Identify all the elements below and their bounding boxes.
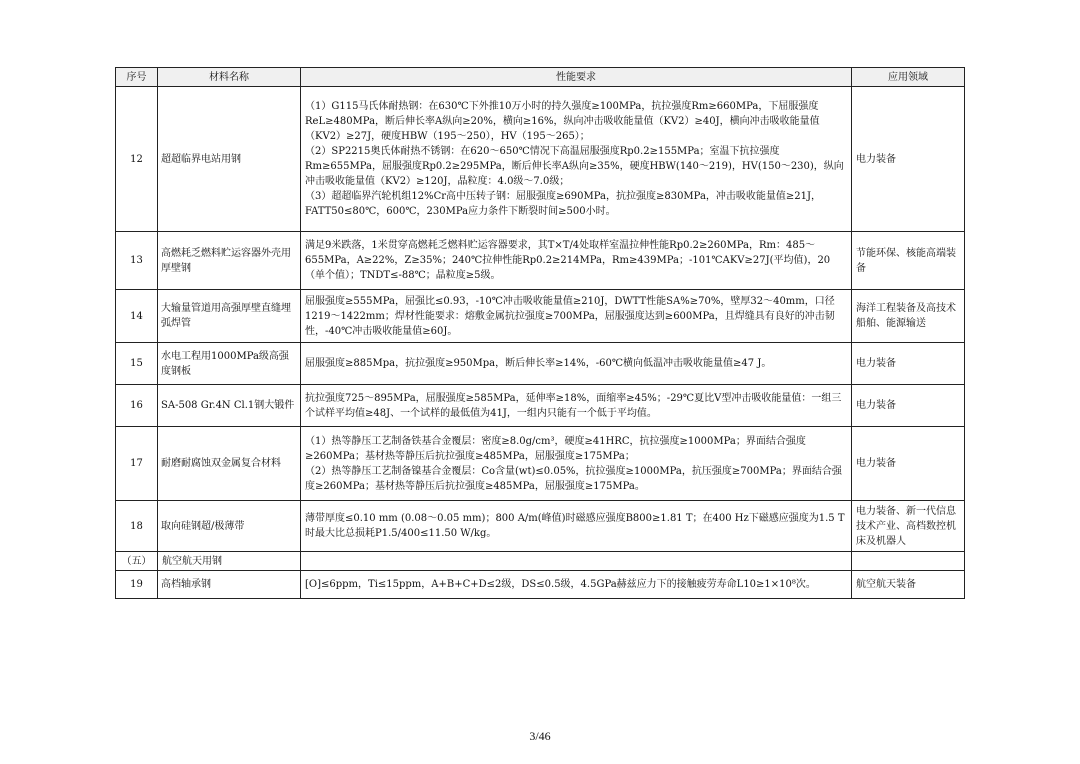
row-performance: [O]≤6ppm，Ti≤15ppm，A+B+C+D≤2级，DS≤0.5级，4.5GPa赫兹应力下的接触疲劳寿命L10≥1×10⁸次。 bbox=[301, 571, 852, 599]
row-application: 海洋工程装备及高技术船舶、能源输送 bbox=[852, 290, 965, 343]
section-empty-cell bbox=[301, 552, 852, 571]
row-application: 电力装备 bbox=[852, 87, 965, 232]
row-material-name: 取向硅钢超/极薄带 bbox=[158, 501, 301, 552]
row-no: 16 bbox=[116, 385, 158, 427]
row-performance: 屈服强度≥885Mpa，抗拉强度≥950Mpa，断后伸长率≥14%，-60℃横向低温冲击吸收能量值≥47 J。 bbox=[301, 343, 852, 385]
performance-line: （2）热等静压工艺制备镍基合金覆层：Co含量(wt)≤0.05%，抗拉强度≥1000MPa，抗压强度≥700MPa；界面结合强度≥260MPa；基材热等静压后抗拉强度≥485MPa，屈服强度≥175MPa。 bbox=[305, 465, 842, 492]
section-title: 航空航天用钢 bbox=[158, 552, 301, 571]
row-material-name: SA-508 Gr.4N Cl.1钢大锻件 bbox=[158, 385, 301, 427]
row-application: 电力装备 bbox=[852, 385, 965, 427]
row-application: 电力装备 bbox=[852, 343, 965, 385]
row-no: 19 bbox=[116, 571, 158, 599]
header-application: 应用领域 bbox=[852, 68, 965, 87]
row-performance: 屈服强度≥555MPa，屈强比≤0.93，-10℃冲击吸收能量值≥210J，DWTT性能SA%≥70%，壁厚32～40mm，口径1219～1422mm；焊材性能要求：熔敷金属抗拉强度≥700MPa，屈服强度达到≥600MPa，且焊缝具有良好的冲击韧性，-40℃冲击吸收能量值≥60J。 bbox=[301, 290, 852, 343]
section-empty-cell bbox=[852, 552, 965, 571]
table-row bbox=[116, 385, 965, 427]
row-material-name: 耐磨耐腐蚀双金属复合材料 bbox=[158, 427, 301, 501]
row-performance: 满足9米跌落，1米贯穿高燃耗乏燃料贮运容器要求，其T×T/4处取样室温拉伸性能Rp0.2≥260MPa，Rm：485～655MPa，A≥22%，Z≥35%；240℃拉伸性能Rp0.2≥214MPa，Rm≥439MPa；-101℃AKV≥27J(平均值)，20（单个值）；TNDT≤-88℃；晶粒度≥5级。 bbox=[301, 232, 852, 290]
row-material-name: 大输量管道用高强厚壁直缝埋弧焊管 bbox=[158, 290, 301, 343]
table-row bbox=[116, 290, 965, 343]
row-application: 电力装备、新一代信息技术产业、高档数控机床及机器人 bbox=[852, 501, 965, 552]
table-row bbox=[116, 427, 965, 501]
table-row bbox=[116, 87, 965, 232]
row-no: 18 bbox=[116, 501, 158, 552]
section-no: （五） bbox=[116, 552, 158, 571]
row-performance bbox=[301, 87, 852, 232]
table-row bbox=[116, 232, 965, 290]
row-application: 电力装备 bbox=[852, 427, 965, 501]
row-no: 17 bbox=[116, 427, 158, 501]
table-row bbox=[116, 501, 965, 552]
row-material-name: 高燃耗乏燃料贮运容器外壳用厚壁钢 bbox=[158, 232, 301, 290]
materials-table bbox=[115, 67, 965, 599]
row-material-name: 水电工程用1000MPa级高强度钢板 bbox=[158, 343, 301, 385]
row-performance: 薄带厚度≤0.10 mm (0.08～0.05 mm)；800 A/m(峰值)时磁感应强度B800≥1.81 T；在400 Hz下磁感应强度为1.5 T时最大比总损耗P1.5/400≤11.50 W/kg。 bbox=[301, 501, 852, 552]
row-no: 14 bbox=[116, 290, 158, 343]
page-number: 3/46 bbox=[529, 729, 551, 743]
row-material-name: 超超临界电站用钢 bbox=[158, 87, 301, 232]
header-performance: 性能要求 bbox=[301, 68, 852, 87]
performance-line: （2）SP2215奥氏体耐热不锈钢：在620～650℃情况下高温屈服强度Rp0.2≥155MPa；室温下抗拉强度Rm≥655MPa，屈服强度Rp0.2≥295MPa，断后伸长率A纵向≥35%，硬度HBW(140～219)，HV(150～230)，纵向冲击吸收能量值（KV2）≥120J，晶粒度：4.0级～7.0级； bbox=[305, 146, 844, 187]
row-no: 12 bbox=[116, 87, 158, 232]
row-application: 节能环保、核能高端装备 bbox=[852, 232, 965, 290]
row-performance: 抗拉强度725～895MPa，屈服强度≥585MPa，延伸率≥18%，面缩率≥45%；-29℃夏比V型冲击吸收能量值：一组三个试样平均值≥48J、一个试样的最低值为41J，一组内只能有一个低于平均值。 bbox=[301, 385, 852, 427]
row-no: 13 bbox=[116, 232, 158, 290]
row-performance bbox=[301, 427, 852, 501]
table-row bbox=[116, 343, 965, 385]
row-material-name: 高档轴承钢 bbox=[158, 571, 301, 599]
header-no: 序号 bbox=[116, 68, 158, 87]
performance-line: （1）G115马氏体耐热钢：在630℃下外推10万小时的持久强度≥100MPa，抗拉强度Rm≥660MPa，下屈服强度ReL≥480MPa，断后伸长率A纵向≥20%，横向≥16%，纵向冲击吸收能量值（KV2）≥40J，横向冲击吸收能量值（KV2）≥27J，硬度HBW（195～250），HV（195～265）； bbox=[305, 101, 820, 142]
section-row bbox=[116, 552, 965, 571]
table-header-row bbox=[116, 68, 965, 87]
table-row bbox=[116, 571, 965, 599]
row-no: 15 bbox=[116, 343, 158, 385]
row-application: 航空航天装备 bbox=[852, 571, 965, 599]
performance-line: （3）超超临界汽轮机组12%Cr高中压转子钢：屈服强度≥690MPa，抗拉强度≥830MPa，冲击吸收能量值≥21J，FATT50≤80℃，600℃，230MPa应力条件下断裂时间≥500小时。 bbox=[305, 191, 822, 217]
performance-line: （1）热等静压工艺制备铁基合金覆层：密度≥8.0g/cm³，硬度≥41HRC，抗拉强度≥1000MPa；界面结合强度≥260MPa；基材热等静压后抗拉强度≥485MPa，屈服强度≥175MPa； bbox=[305, 435, 806, 462]
header-material-name: 材料名称 bbox=[158, 68, 301, 87]
